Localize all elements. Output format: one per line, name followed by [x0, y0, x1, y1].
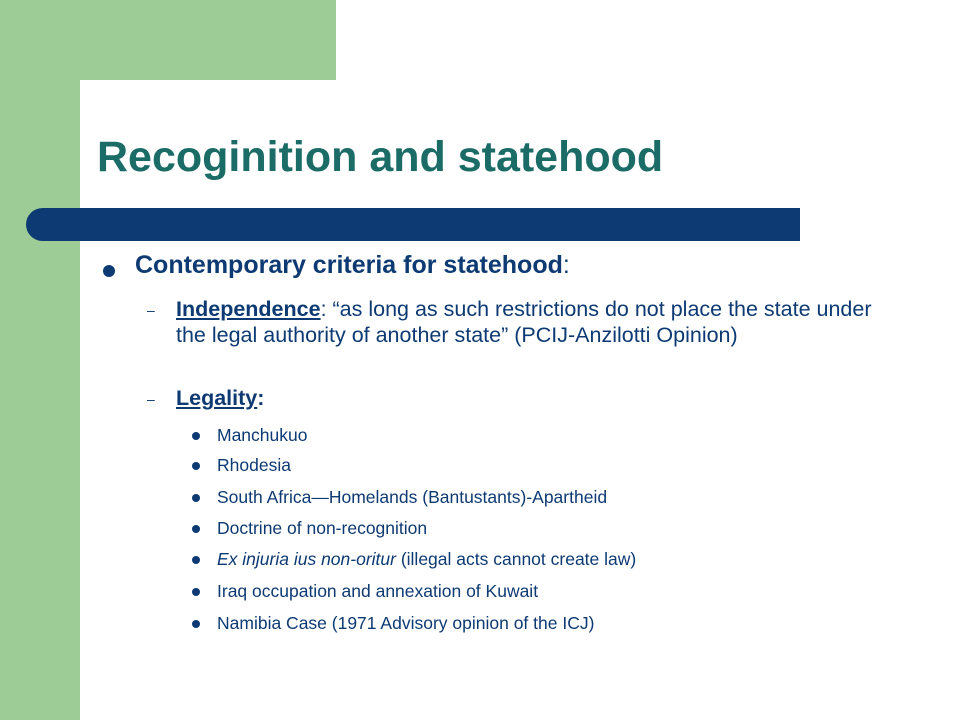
sub-bullet-legality: [176, 385, 886, 411]
list-item: Rhodesia: [217, 455, 291, 475]
bullet-dot: [192, 620, 200, 628]
main-bullet-label: Contemporary criteria for statehood: [135, 251, 563, 279]
latin-maxim-translation: (illegal acts cannot create law): [395, 549, 637, 569]
bullet-dot: [192, 556, 200, 564]
bullet-dot: [192, 494, 200, 502]
independence-text: : “as long as such restrictions do not place the state under the legal authority of another state” (PCIJ-Anzilotti Opinion): [176, 297, 872, 347]
sub-bullet-independence: [176, 296, 886, 348]
bullet-dot: [192, 525, 200, 533]
title-underline-bar: [26, 208, 800, 241]
latin-maxim: Ex injuria ius non-oritur: [217, 549, 396, 569]
list-item: Doctrine of non-recognition: [217, 518, 428, 538]
legality-colon: :: [257, 386, 265, 410]
list-item: South Africa—Homelands (Bantustants)-Apartheid: [217, 487, 608, 507]
independence-label: Independence: [176, 297, 321, 321]
list-item: Namibia Case (1971 Advisory opinion of the ICJ): [217, 613, 595, 633]
main-bullet-colon: :: [562, 251, 570, 279]
bullet-dot: [192, 588, 200, 596]
decor-green-top: [80, 0, 336, 80]
list-item: [217, 549, 636, 570]
list-item: Iraq occupation and annexation of Kuwait: [217, 581, 539, 601]
bullet-dot: [103, 265, 115, 277]
bullet-dot: [192, 432, 200, 440]
legality-label: Legality: [176, 386, 258, 410]
main-bullet: [135, 251, 570, 280]
decor-green-left: [0, 0, 80, 720]
slide-title: Recoginition and statehood: [97, 133, 664, 181]
list-item: Manchukuo: [217, 425, 308, 445]
dash-marker: –: [147, 302, 155, 318]
dash-marker: –: [147, 391, 155, 407]
bullet-dot: [192, 462, 200, 470]
